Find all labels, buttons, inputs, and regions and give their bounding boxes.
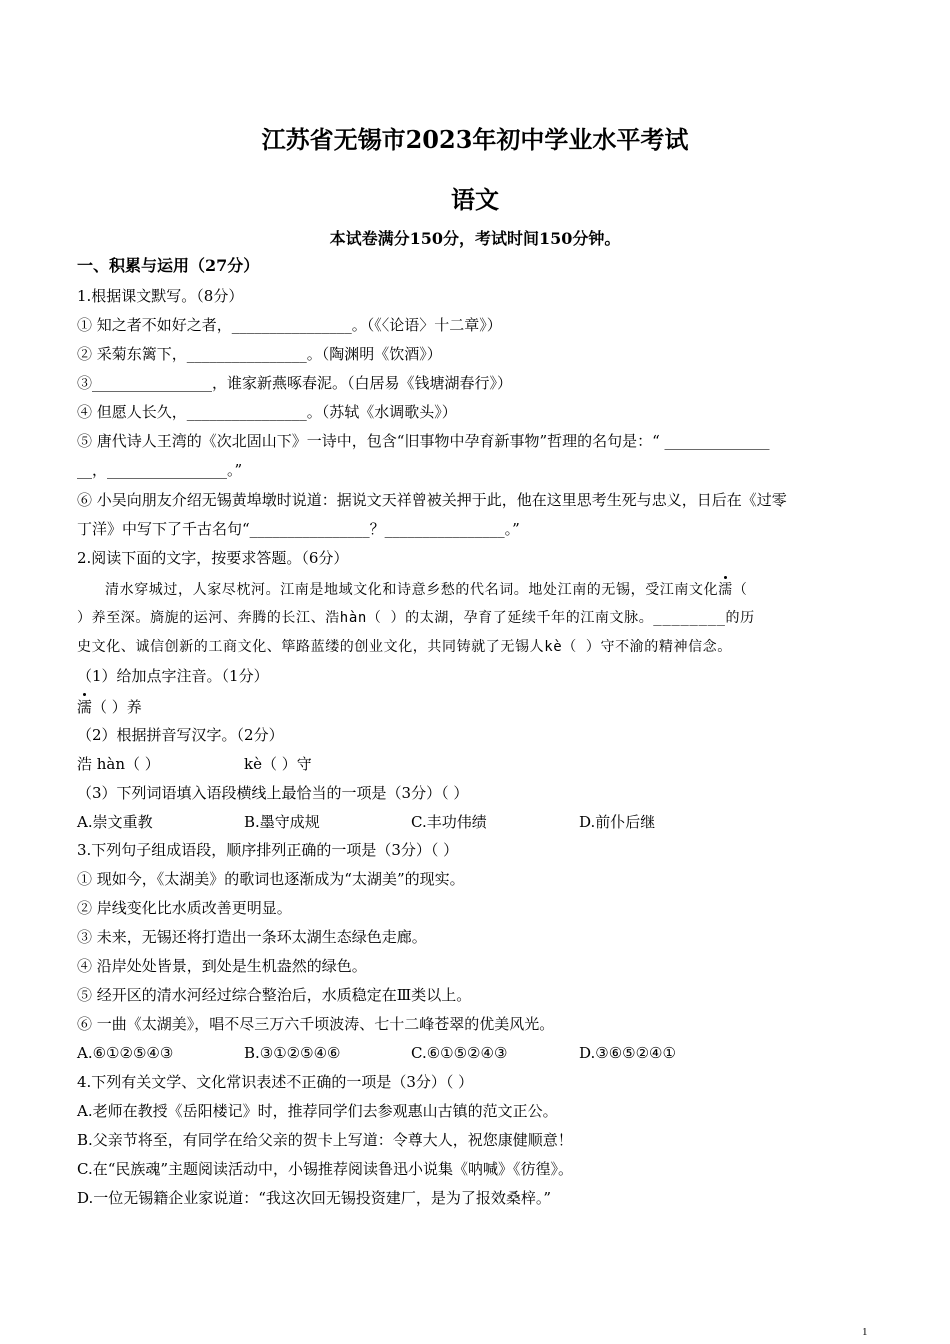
q3-option-c: C.⑥①⑤②④③ (411, 1044, 508, 1062)
section-heading: 一、积累与运用（27分） (77, 256, 260, 275)
q1-line-1: ① 知之者不如好之者，________________。（《〈论语〉十二章》） (77, 316, 502, 334)
q2-sub-2-b: kè（ ）守 (244, 755, 312, 773)
q3-stem: 3.下列句子组成语段，顺序排列正确的一项是（3分）（ ） (77, 841, 459, 859)
q4-option-a: A.老师在教授《岳阳楼记》时，推荐同学们去参观惠山古镇的范文正公。 (77, 1102, 558, 1120)
dotted-char: 濡 (718, 582, 733, 598)
q2-sub-1: （1）给加点字注音。（1分） (77, 667, 269, 685)
q3-option-d: D.③⑥⑤②④① (579, 1044, 676, 1062)
q3-option-b: B.③①②⑤④⑥ (244, 1044, 341, 1062)
q2-sub-2: （2）根据拼音写汉字。（2分） (77, 726, 284, 744)
q3-option-a: A.⑥①②⑤④③ (77, 1044, 174, 1062)
q3-line-5: ⑤ 经开区的清水河经过综合整治后，水质稳定在Ⅲ类以上。 (77, 986, 472, 1004)
subject-title: 语文 (451, 185, 499, 214)
q4-option-d: D.一位无锡籍企业家说道：“我这次回无锡投资建厂，是为了报效桑梓。” (77, 1189, 552, 1207)
q1-line-4: ④ 但愿人长久，________________。（苏轼《水调歌头》） (77, 403, 457, 421)
passage-line-2: ）养至深。旖旎的运河、奔腾的长江、浩hàn（ ）的太湖，孕育了延续千年的江南文脉。________的历 (77, 610, 755, 626)
q4-option-c: C.在“民族魂”主题阅读活动中，小锡推荐阅读鲁迅小说集《呐喊》《彷徨》。 (77, 1160, 574, 1178)
q1-line-6a: ⑥ 小吴向朋友介绍无锡黄埠墩时说道：据说文天祥曾被关押于此，他在这里思考生死与忠义，日后在《过零 (77, 491, 787, 509)
q3-line-2: ② 岸线变化比水质改善更明显。 (77, 899, 292, 917)
q2-option-b: B.墨守成规 (244, 813, 320, 831)
q2-option-c: C.丰功伟绩 (411, 813, 487, 831)
passage-line-1: 清水穿城过，人家尽枕河。江南是地域文化和诗意乡愁的代名词。地处江南的无锡，受江南文化濡（ (105, 582, 748, 598)
exam-note: 本试卷满分150分，考试时间150分钟。 (329, 229, 621, 248)
q3-line-1: ① 现如今，《太湖美》的歌词也逐渐成为“太湖美”的现实。 (77, 870, 465, 888)
q1-line-5a: ⑤ 唐代诗人王湾的《次北固山下》一诗中，包含“旧事物中孕育新事物”哲理的名句是：“ ______________ (77, 432, 770, 450)
q1-stem: 1.根据课文默写。（8分） (77, 287, 244, 305)
passage-line-3: 史文化、诚信创新的工商文化、筚路蓝缕的创业文化，共同铸就了无锡人kè（ ）守不渝的精神信念。 (77, 639, 732, 655)
exam-title: 江苏省无锡市2023年初中学业水平考试 (261, 125, 689, 154)
q4-option-b: B.父亲节将至，有同学在给父亲的贺卡上写道：令尊大人，祝您康健顺意！ (77, 1131, 573, 1149)
q4-stem: 4.下列有关文学、文化常识表述不正确的一项是（3分）（ ） (77, 1073, 474, 1091)
q1-line-5b: __，________________。” (77, 461, 243, 479)
dotted-char: 濡 (77, 698, 93, 716)
q3-line-3: ③ 未来，无锡还将打造出一条环太湖生态绿色走廊。 (77, 928, 427, 946)
q2-option-d: D.前仆后继 (579, 813, 656, 831)
page-number: 1 (862, 1326, 868, 1338)
q1-line-2: ② 采菊东篱下，________________。（陶渊明《饮酒》） (77, 345, 442, 363)
q1-line-3: ③________________，谁家新燕啄春泥。（白居易《钱塘湖春行》） (77, 374, 513, 392)
q3-line-4: ④ 沿岸处处皆景，到处是生机盎然的绿色。 (77, 957, 367, 975)
q2-stem: 2.阅读下面的文字，按要求答题。（6分） (77, 549, 349, 567)
q2-option-a: A.崇文重教 (77, 813, 153, 831)
q1-line-6b: 丁洋》中写下了千古名句“________________？________________。” (77, 520, 520, 538)
q2-sub-1-answer: 濡（ ）养 (77, 698, 142, 716)
q2-sub-2-a: 浩 hàn（ ） (77, 755, 160, 773)
q2-sub-3: （3）下列词语填入语段横线上最恰当的一项是（3分）（ ） (77, 784, 469, 802)
q3-line-6: ⑥ 一曲《太湖美》，唱不尽三万六千顷波涛、七十二峰苍翠的优美风光。 (77, 1015, 555, 1033)
